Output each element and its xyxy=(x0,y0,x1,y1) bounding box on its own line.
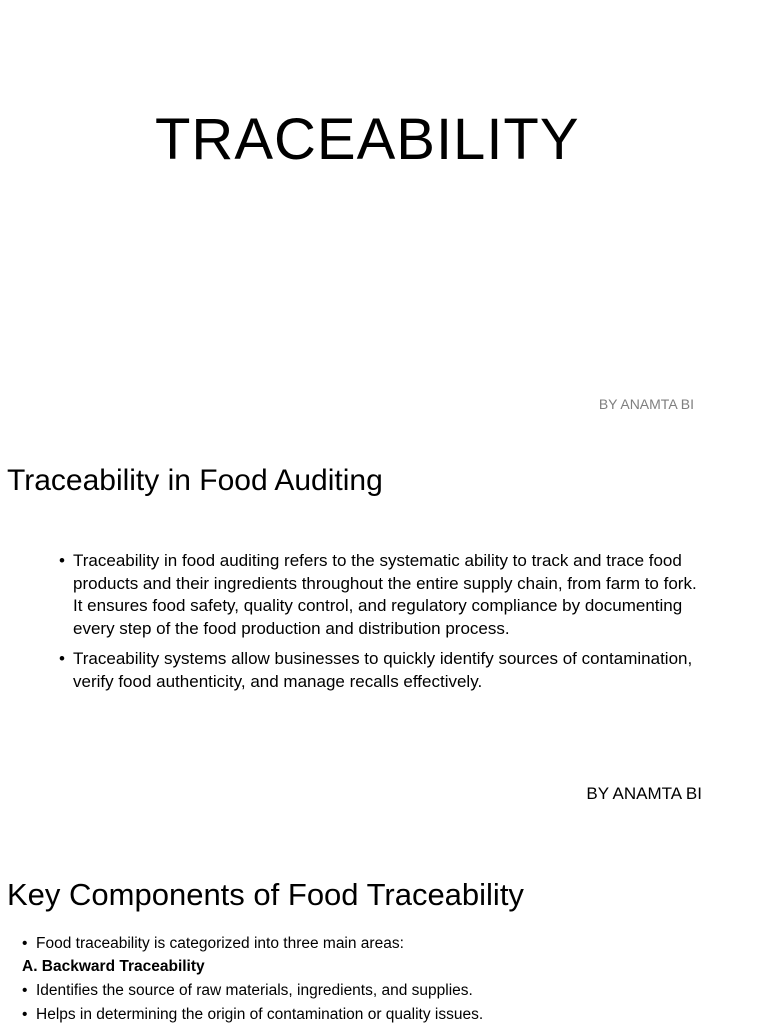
key-components-slide xyxy=(0,840,768,1024)
bullet-list xyxy=(36,932,736,955)
page-title: TRACEABILITY xyxy=(155,108,580,172)
slide-heading: Traceability in Food Auditing xyxy=(7,464,383,497)
list-item: • Traceability in food auditing refers to the systematic ability to track and trace food products and their ingredients throughout the entire supply chain, from farm to fork. It ensures food safety, quality control, and regulatory compliance by documenting every step of the food production and distribution process. xyxy=(73,550,703,640)
list-item: • Traceability systems allow businesses to quickly identify sources of contamination, verify food authenticity, and manage recalls effectively. xyxy=(73,648,703,693)
section-subheading: A. Backward Traceability xyxy=(22,955,205,978)
bullet-list xyxy=(73,550,703,701)
author-byline: BY ANAMTA BI xyxy=(599,396,694,412)
list-item: • Helps in determining the origin of contamination or quality issues. xyxy=(36,1003,736,1026)
list-item: • Food traceability is categorized into three main areas: xyxy=(36,932,736,955)
bullet-list xyxy=(36,979,736,1026)
slide-heading: Key Components of Food Traceability xyxy=(7,878,524,912)
traceability-slide xyxy=(0,440,768,840)
author-byline: BY ANAMTA BI xyxy=(586,784,702,804)
title-slide xyxy=(0,0,768,440)
list-item: • Identifies the source of raw materials, ingredients, and supplies. xyxy=(36,979,736,1003)
